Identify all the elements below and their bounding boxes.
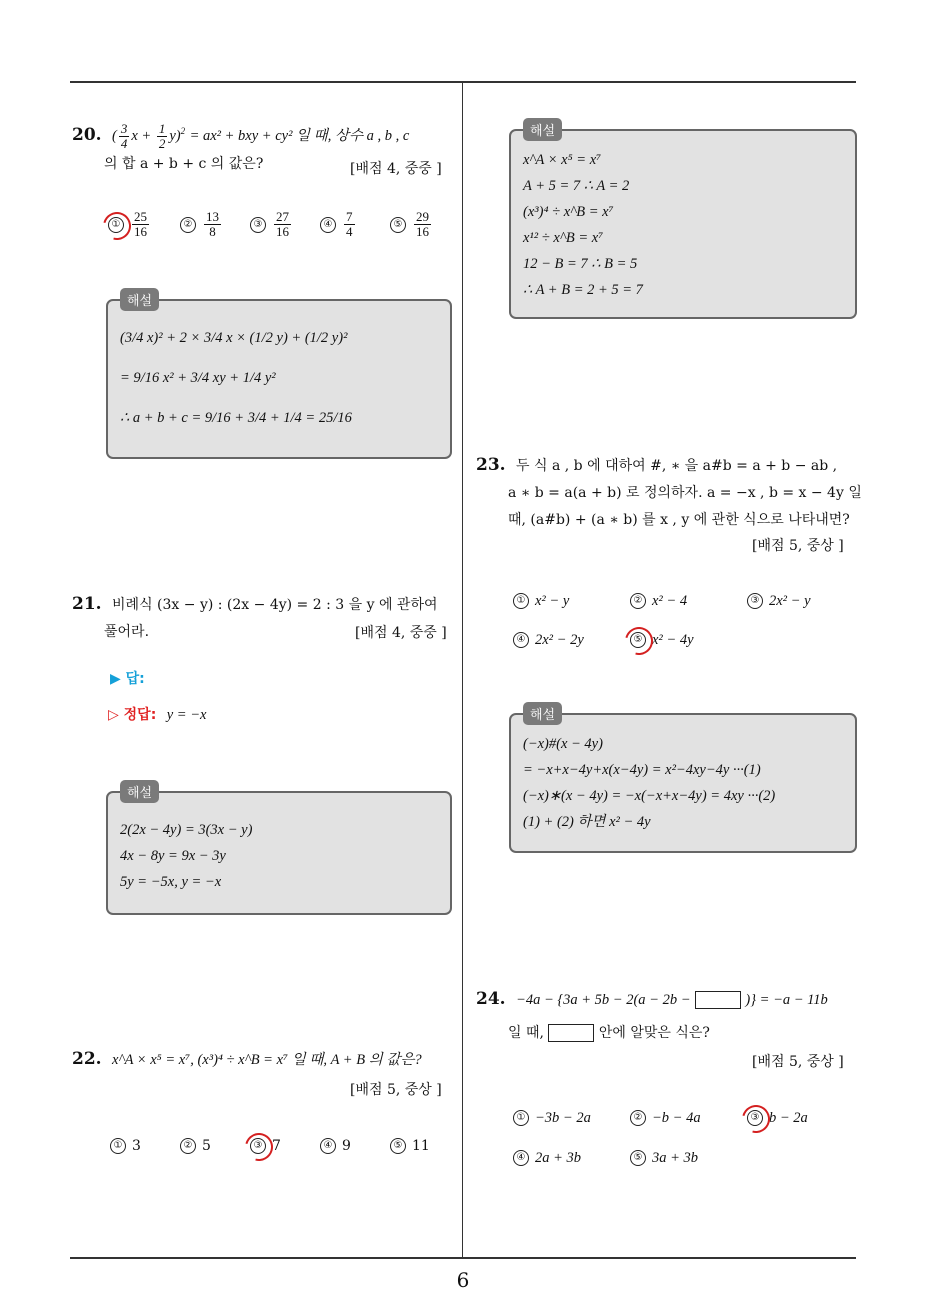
solution-tag: 해설 bbox=[523, 118, 562, 141]
question-text: 때, (a#b) + (a ∗ b) 를 x , y 에 관한 식으로 나타내면? bbox=[508, 512, 850, 528]
solution-line: = −x+x−4y+x(x−4y) = x²−4xy−4y ···(1) bbox=[523, 762, 761, 778]
choice-mark: ② bbox=[180, 217, 196, 233]
choice-4[interactable]: ④ 2a + 3b bbox=[513, 1150, 581, 1167]
choice-mark: ① bbox=[513, 1110, 529, 1126]
question-number: 23. bbox=[476, 455, 506, 475]
choice-mark: ④ bbox=[320, 217, 336, 233]
choice-mark: ⑤ bbox=[390, 217, 406, 233]
solution-line: x^A × x⁵ = x⁷ bbox=[523, 152, 602, 168]
choice-4[interactable]: ④ $\frac{7}{4}$ bbox=[320, 210, 357, 239]
correct-label: ▷ 정답: bbox=[108, 707, 157, 723]
answer-label: ▶ 답: bbox=[110, 671, 145, 687]
choice-mark: ⑤ bbox=[630, 1150, 646, 1166]
solution-line: (x³)⁴ ÷ x^B = x⁷ bbox=[523, 204, 614, 220]
question-text: 의 합 a + b + c 의 값은? bbox=[104, 156, 264, 172]
bottom-rule bbox=[70, 1257, 856, 1259]
question-number: 20. bbox=[72, 124, 102, 145]
solution-box-21 bbox=[106, 786, 452, 915]
solution-line: ∴ a + b + c = 9/16 + 3/4 + 1/4 = 25/16 bbox=[120, 410, 352, 426]
question-text: 비례식 (3x − y) : (2x − 4y) = 2 : 3 을 y 에 관하여 bbox=[112, 597, 438, 613]
solution-line: (−x)∗(x − 4y) = −x(−x+x−4y) = 4xy ···(2) bbox=[523, 788, 776, 804]
question-text: 안에 알맞은 식은? bbox=[598, 1025, 710, 1041]
solution-line: 5y = −5x, y = −x bbox=[120, 874, 222, 890]
choice-3[interactable]: ③ $\frac{27}{16}$ bbox=[250, 210, 293, 239]
solution-line: 12 − B = 7 ∴ B = 5 bbox=[523, 256, 638, 272]
question-number: 21. bbox=[72, 594, 102, 614]
blank-box bbox=[548, 1024, 594, 1042]
choice-5[interactable]: ⑤ 3a + 3b bbox=[630, 1150, 698, 1167]
choice-3[interactable]: ③ b − 2a bbox=[747, 1110, 808, 1127]
question-text: 두 식 a , b 에 대하여 #, ∗ 을 a#b = a + b − ab , bbox=[516, 458, 838, 474]
solution-line: (−x)#(x − 4y) bbox=[523, 736, 603, 752]
question-22 bbox=[72, 1046, 457, 1074]
score-label: [배점 5, 중상 ] bbox=[752, 1054, 844, 1070]
question-number: 24. bbox=[476, 989, 506, 1009]
correct-value: y = −x bbox=[166, 707, 207, 723]
solution-line: (1) + (2) 하면 x² − 4y bbox=[523, 814, 651, 830]
choice-1[interactable]: ① x² − y bbox=[513, 593, 569, 610]
column-divider bbox=[462, 83, 463, 1258]
question-23 bbox=[476, 452, 861, 534]
solution-line: x¹² ÷ x^B = x⁷ bbox=[523, 230, 604, 246]
equation-lhs: ( $\frac{3}{4}$ x + $\frac{1}{2}$ y)$^2$ bbox=[112, 121, 186, 151]
choice-mark: ① bbox=[110, 1138, 126, 1154]
solution-box-23 bbox=[509, 708, 857, 853]
choice-3[interactable]: ③ 7 bbox=[250, 1138, 281, 1154]
choice-mark: ④ bbox=[513, 632, 529, 648]
choice-mark: ⑤ bbox=[630, 632, 646, 648]
choice-2[interactable]: ② 5 bbox=[180, 1138, 211, 1154]
choice-2[interactable]: ② x² − 4 bbox=[630, 593, 687, 610]
choice-mark: ② bbox=[180, 1138, 196, 1154]
choice-mark: ② bbox=[630, 1110, 646, 1126]
solution-line: (3/4 x)² + 2 × 3/4 x × (1/2 y) + (1/2 y)² bbox=[120, 330, 348, 346]
solution-line: 2(2x − 4y) = 3(3x − y) bbox=[120, 822, 253, 838]
choice-mark: ③ bbox=[747, 1110, 763, 1126]
equation-rhs: = ax² + bxy + cy² 일 때, 상수 a , b , c bbox=[189, 127, 410, 144]
choice-mark: ② bbox=[630, 593, 646, 609]
solution-line: 4x − 8y = 9x − 3y bbox=[120, 848, 226, 864]
question-text: 풀어라. bbox=[104, 624, 150, 640]
choice-5[interactable]: ⑤ $\frac{29}{16}$ bbox=[390, 210, 433, 239]
choice-5[interactable]: ⑤ x² − 4y bbox=[630, 632, 694, 649]
solution-tag: 해설 bbox=[120, 780, 159, 803]
choice-4[interactable]: ④ 2x² − 2y bbox=[513, 632, 584, 649]
score-label: [배점 5, 중상 ] bbox=[350, 1082, 442, 1098]
blank-box bbox=[695, 991, 741, 1009]
question-text: 일 때, bbox=[508, 1025, 544, 1041]
choice-1[interactable]: ① −3b − 2a bbox=[513, 1110, 591, 1127]
choice-5[interactable]: ⑤ 11 bbox=[390, 1138, 430, 1154]
choice-2[interactable]: ② $\frac{13}{8}$ bbox=[180, 210, 223, 239]
choice-3[interactable]: ③ 2x² − y bbox=[747, 593, 811, 610]
score-label: [배점 4, 중중 ] bbox=[355, 625, 447, 641]
choice-4[interactable]: ④ 9 bbox=[320, 1138, 351, 1154]
page-number: 6 bbox=[456, 1268, 470, 1292]
choice-1[interactable]: ① $\frac{25}{16}$ bbox=[108, 210, 151, 239]
question-text: )} = −a − 11b bbox=[745, 992, 828, 1008]
choice-mark: ③ bbox=[250, 1138, 266, 1154]
top-rule bbox=[70, 81, 856, 83]
solution-line: ∴ A + B = 2 + 5 = 7 bbox=[523, 282, 643, 298]
question-text: a ∗ b = a(a + b) 로 정의하자. a = −x , b = x − 4y 일 bbox=[508, 485, 862, 501]
solution-line: = 9/16 x² + 3/4 xy + 1/4 y² bbox=[120, 370, 276, 386]
solution-tag: 해설 bbox=[120, 288, 159, 311]
question-24 bbox=[476, 986, 861, 1047]
score-label: [배점 5, 중상 ] bbox=[752, 538, 844, 554]
choice-mark: ④ bbox=[513, 1150, 529, 1166]
correct-answer-row bbox=[108, 704, 206, 724]
choice-mark: ④ bbox=[320, 1138, 336, 1154]
solution-line: A + 5 = 7 ∴ A = 2 bbox=[523, 178, 630, 194]
choice-mark: ③ bbox=[747, 593, 763, 609]
question-text: x^A × x⁵ = x⁷, (x³)⁴ ÷ x^B = x⁷ 일 때, A + B 의 값은? bbox=[112, 1052, 422, 1068]
question-number: 22. bbox=[72, 1049, 102, 1069]
solution-tag: 해설 bbox=[523, 702, 562, 725]
solution-box-22 bbox=[509, 124, 857, 319]
choice-mark: ① bbox=[108, 217, 124, 233]
choice-1[interactable]: ① 3 bbox=[110, 1138, 141, 1154]
question-text: −4a − {3a + 5b − 2(a − 2b − bbox=[516, 992, 691, 1008]
score-label: [배점 4, 중중 ] bbox=[350, 161, 442, 177]
choice-mark: ③ bbox=[250, 217, 266, 233]
choice-mark: ① bbox=[513, 593, 529, 609]
solution-box-20 bbox=[106, 294, 452, 459]
choice-2[interactable]: ② −b − 4a bbox=[630, 1110, 701, 1127]
choice-mark: ⑤ bbox=[390, 1138, 406, 1154]
